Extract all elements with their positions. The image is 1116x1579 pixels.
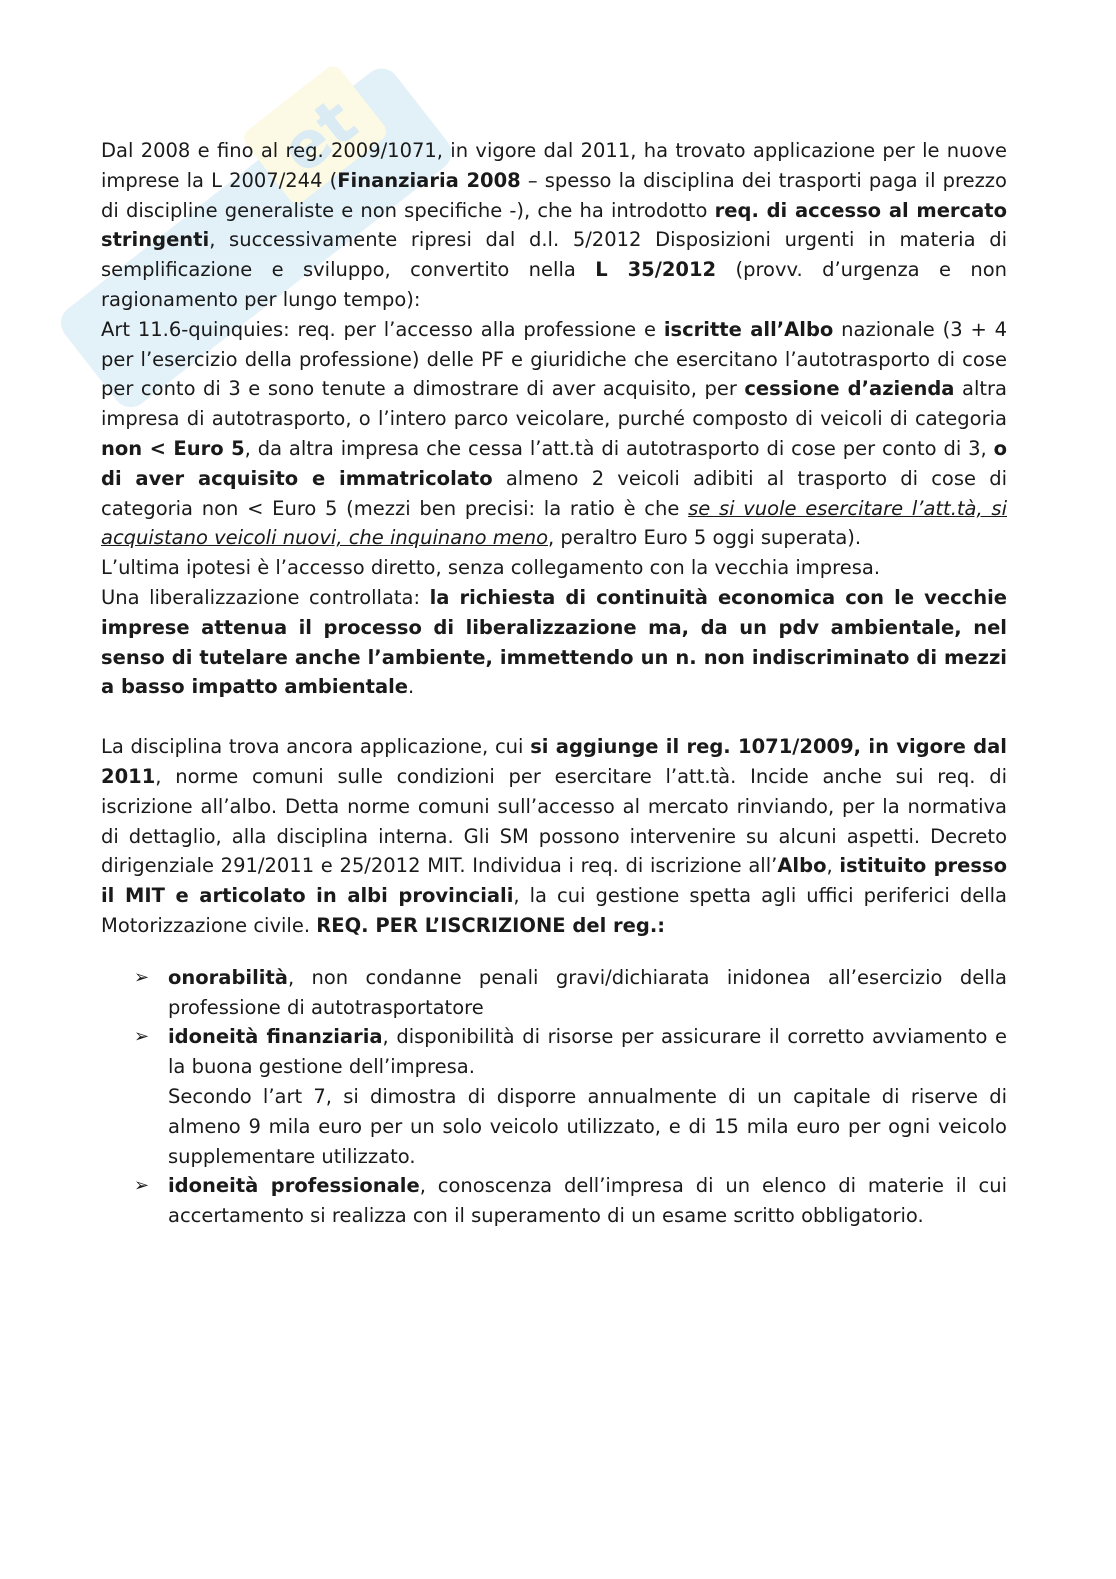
arrow-bullet-icon: ➢: [134, 966, 150, 988]
paragraph-art-7: Secondo l’art 7, si dimostra di disporre annualmente di un capitale di riserve di almeno 9 mila euro per un solo veicolo utilizzato, e di 15 mila euro per ogni veicolo supplementare utilizzato.: [168, 1084, 1007, 1168]
list-item-idoneita-professionale: ➢ idoneità professionale, conoscenza dell’impresa di un elenco di materie il cui accertamento si realizza con il superamento di un esame scritto obbligatorio.: [101, 1171, 1007, 1231]
arrow-bullet-icon: ➢: [134, 1026, 150, 1048]
paragraph-liberalizzazione: Una liberalizzazione controllata: la richiesta di continuità economica con le vecchie imprese attenua il processo di liberalizzazione ma, da un pdv ambientale, nel senso di tutelare anche l’ambiente, immettendo un n. non indiscriminato di mezzi a basso impatto ambientale.: [101, 585, 1007, 699]
arrow-bullet-icon: ➢: [134, 1175, 150, 1197]
paragraph-art-11: Art 11.6-quinquies: req. per l’accesso alla professione e iscritte all’Albo nazionale (3 + 4 per l’esercizio della professione) delle PF e giuridiche che esercitano l’autotrasporto di cose per conto di 3 e sono tenute a dimostrare di aver acquisito, per cessione d’azienda altra impresa di autotrasporto, o l’intero parco veicolare, purché composto di veicoli di categoria non < Euro 5, da altra impresa che cessa l’att.tà di autotrasporto di cose per conto di 3, o di aver acquisito e immatricolato almeno 2 veicoli adibiti al trasporto di cose di categoria non < Euro 5 (mezzi ben precisi: la ratio è che se si vuole esercitare l’att.tà, si acquistano veicoli nuovi, che inquinano meno, peraltro Euro 5 oggi superata).: [101, 317, 1008, 550]
requirements-list: [101, 963, 1007, 1082]
watermark-text: et: [267, 84, 372, 189]
requirements-list-continued: [101, 1171, 1007, 1231]
paragraph-finanziaria: Dal 2008 e fino al reg. 2009/1071, in vigore dal 2011, ha trovato applicazione per le nuove imprese la L 2007/244 (Finanziaria 2008 – spesso la disciplina dei trasporti paga il prezzo di discipline generaliste e non specifiche -), che ha introdotto req. di accesso al mercato stringenti, successivamente ripresi dal d.l. 5/2012 Disposizioni urgenti in materia di semplificazione e sviluppo, convertito nella L 35/2012 (provv. d’urgenza e non ragionamento per lungo tempo):: [101, 139, 1007, 311]
list-item-idoneita-finanziaria: ➢ idoneità finanziaria, disponibilità di risorse per assicurare il corretto avviamento e la buona gestione dell’impresa.: [101, 1022, 1007, 1082]
paragraph-disciplina: La disciplina trova ancora applicazione, cui si aggiunge il reg. 1071/2009, in vigore dal 2011, norme comuni sulle condizioni per esercitare l’att.tà. Incide anche sui req. di iscrizione all’albo. Detta norme comuni sull’accesso al mercato rinviando, per la normativa di dettaglio, alla disciplina interna. Gli SM possono intervenire su alcuni aspetti. Decreto dirigenziale 291/2011 e 25/2012 MIT. Individua i req. di iscrizione all’Albo, istituito presso il MIT e articolato in albi provinciali, la cui gestione spetta agli uffici periferici della Motorizzazione civile. REQ. PER L’ISCRIZIONE del reg.:: [101, 735, 1007, 937]
paragraph-accesso-diretto: L’ultima ipotesi è l’accesso diretto, senza collegamento con la vecchia impresa.: [101, 556, 881, 580]
list-item-onorabilita: ➢ onorabilità, non condanne penali gravi/dichiarata inidonea all’esercizio della professione di autotrasportatore: [101, 963, 1007, 1023]
document-body: [101, 136, 1007, 1231]
